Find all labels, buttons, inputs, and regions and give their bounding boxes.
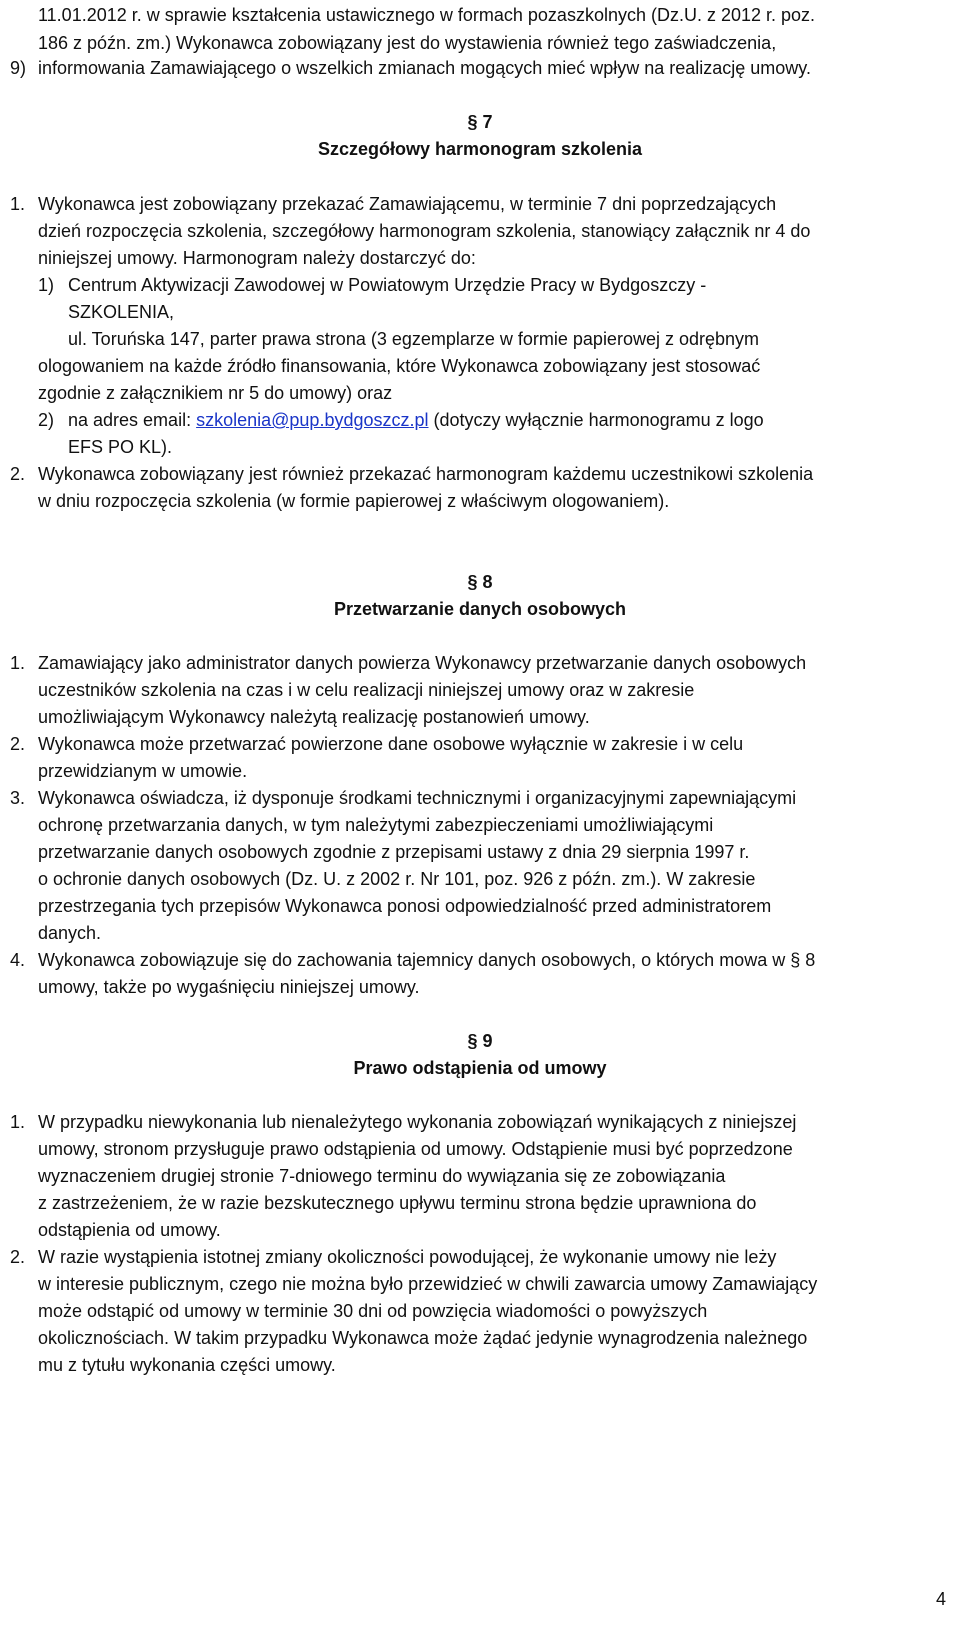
text-line: Wykonawca zobowiązany jest również przekazać harmonogram każdemu uczestnikowi szkolenia [38,464,814,484]
section-number: § 9 [467,1031,493,1051]
list-number: 1) [38,275,55,295]
text-line: może odstąpić od umowy w terminie 30 dni od powzięcia wiadomości o powyższych [38,1301,708,1321]
text-line: informowania Zamawiającego o wszelkich zmianach mogących mieć wpływ na realizację umowy. [38,58,811,78]
text-line: danych. [38,923,102,943]
email-suffix: (dotyczy wyłącznie harmonogramu z logo [433,410,764,430]
text-line: SZKOLENIA, [68,302,175,322]
list-number: 2. [10,464,26,484]
section-title: Szczegółowy harmonogram szkolenia [317,139,643,159]
text-line: ochronę przetwarzania danych, w tym należytymi zabezpieczeniami umożliwiającymi [38,815,714,835]
text-line: 11.01.2012 r. w sprawie kształcenia ustawicznego w formach pozaszkolnych (Dz.U. z 2012 r. poz. [38,5,816,25]
text-line: W przypadku niewykonania lub nienależytego wykonania zobowiązań wynikających z niniejszej [38,1112,797,1132]
text-line: Centrum Aktywizacji Zawodowej w Powiatowym Urzędzie Pracy w Bydgoszczy - [68,275,707,295]
text-line: dzień rozpoczęcia szkolenia, szczegółowy harmonogram szkolenia, stanowiący załącznik nr 4 do [38,221,811,241]
list-number: 3. [10,788,26,808]
text-line: Wykonawca może przetwarzać powierzone dane osobowe wyłącznie w zakresie i w celu [38,734,744,754]
text-line: Wykonawca jest zobowiązany przekazać Zamawiającemu, w terminie 7 dni poprzedzających [38,194,777,214]
text-line: ologowaniem na każde źródło finansowania, które Wykonawca zobowiązany jest stosować [38,356,761,376]
text-line: umowy, stronom przysługuje prawo odstąpienia od umowy. Odstąpienie musi być poprzedzone [38,1139,793,1159]
text-line: ul. Toruńska 147, parter prawa strona (3 egzemplarze w formie papierowej z odrębnym [68,329,760,349]
text-line: przetwarzanie danych osobowych zgodnie z przepisami ustawy z dnia 29 sierpnia 1997 r. [38,842,750,862]
list-number: 9) [10,58,27,78]
text-line: przestrzegania tych przepisów Wykonawca ponosi odpowiedzialność przed administratorem [38,896,772,916]
text-line: wyznaczeniem drugiej stronie 7-dniowego terminu do wywiązania się ze zobowiązania [38,1166,726,1186]
text-line: EFS PO KL). [68,437,173,457]
text-line: Wykonawca oświadcza, iż dysponuje środkami technicznymi i organizacyjnymi zapewniającymi [38,788,797,808]
list-number: 2. [10,1247,26,1267]
text-line: uczestników szkolenia na czas i w celu realizacji niniejszej umowy oraz w zakresie [38,680,695,700]
text-line: okolicznościach. W takim przypadku Wykonawca może żądać jedynie wynagrodzenia należnego [38,1328,808,1348]
text-line: odstąpienia od umowy. [38,1220,221,1240]
email-link[interactable]: szkolenia@pup.bydgoszcz.pl [196,410,429,430]
email-prefix: na adres email: [68,410,192,430]
section-number: § 7 [467,112,493,132]
section-title: Prawo odstąpienia od umowy [353,1058,607,1078]
text-line: 186 z późn. zm.) Wykonawca zobowiązany jest do wystawienia również tego zaświadczenia, [38,33,777,53]
list-number: 1. [10,194,26,214]
section-number: § 8 [467,572,493,592]
text-line: z zastrzeżeniem, że w razie bezskutecznego upływu terminu strona będzie uprawniona do [38,1193,757,1213]
text-line: umowy, także po wygaśnięciu niniejszej umowy. [38,977,420,997]
text-line: niniejszej umowy. Harmonogram należy dostarczyć do: [38,248,476,268]
text-line: przewidzianym w umowie. [38,761,248,781]
text-line: o ochronie danych osobowych (Dz. U. z 2002 r. Nr 101, poz. 926 z późn. zm.). W zakresie [38,869,756,889]
list-number: 2. [10,734,26,754]
text-line: W razie wystąpienia istotnej zmiany okoliczności powodującej, że wykonanie umowy nie leży [38,1247,777,1267]
section-title: Przetwarzanie danych osobowych [333,599,627,619]
text-line: Zamawiający jako administrator danych powierza Wykonawcy przetwarzanie danych osobowych [38,653,807,673]
list-number: 2) [38,410,55,430]
text-line: umożliwiającym Wykonawcy należytą realizację postanowień umowy. [38,707,590,727]
page-number: 4 [935,1589,946,1609]
text-line: w interesie publicznym, czego nie można było przewidzieć w chwili zawarcia umowy Zamawiający [38,1274,818,1294]
text-line: mu z tytułu wykonania części umowy. [38,1355,336,1375]
list-number: 4. [10,950,26,970]
text-line [68,409,764,431]
list-number: 1. [10,653,26,673]
text-line: w dniu rozpoczęcia szkolenia (w formie papierowej z właściwym ologowaniem). [38,491,670,511]
text-line: zgodnie z załącznikiem nr 5 do umowy) oraz [38,383,393,403]
text-line: Wykonawca zobowiązuje się do zachowania tajemnicy danych osobowych, o których mowa w § 8 [38,950,816,970]
list-number: 1. [10,1112,26,1132]
